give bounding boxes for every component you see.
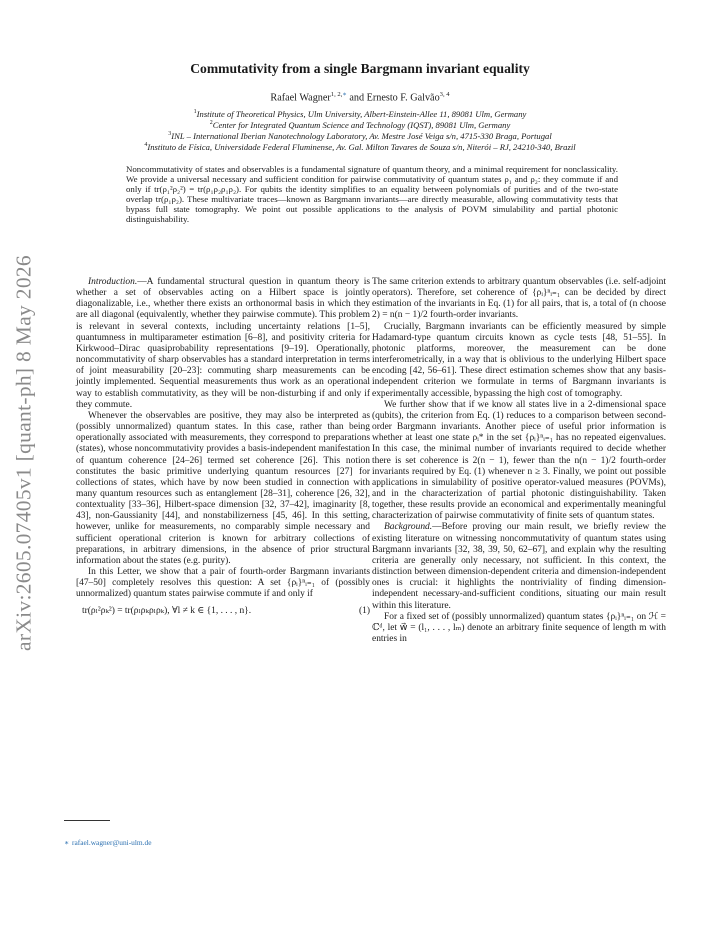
equation-1-body: tr(ρₗ²ρₖ²) = tr(ρₗρₖρₗρₖ), ∀l ≠ k ∈ {1, . . . , n}. bbox=[82, 605, 252, 616]
affiliation-4-text: Instituto de Física, Universidade Federal Fluminense, Av. Gal. Milton Tavares de Souza s/n, Niterói – RJ, 24210-340, Brazil bbox=[147, 142, 576, 152]
affiliation-3-mark: 3 bbox=[168, 131, 172, 138]
left-paragraph-2: Whenever the observables are positive, they may also be interpreted as (possibly unnormalized) quantum states. In this case, rather than being operationally associated with measurements, they correspond to preparations (states), whose noncommutativity provides a basis-independent manifestation of quantum coherence [24–26] termed set coherence [26]. This notion constitutes the basic primitive underlying quantum resources [27] for collections of states, which have by now been studied in connection with many quantum resources such as entanglement [28–31], coherence [26, 32], contextuality [33–36], Hilbert-space dimension [32, 37–42], imaginarity [8, 43], non-Gaussianity [44], and nonstabilizerness [45, 46]. In this setting, however, unlike for measurements, no comparably simple necessary and sufficient operational criterion is known for arbitrary collections of preparations, in arbitrary dimensions, in the absence of prior structural information about the states (e.g. purity). bbox=[76, 410, 370, 566]
right-paragraph-2: Crucially, Bargmann invariants can be efficiently measured by simple Hadamard-type quantum circuits known as cycle tests [48, 51–55]. In photonic platforms, moreover, the measurement can be done interferometrically, in a way that is oblivious to the underlying Hilbert space encoding [42, 56–61]. These direct estimation schemes show that any basis-independent criterion we formulate in terms of Bargmann invariants is experimentally accessible, bypassing the high cost of tomography. bbox=[372, 321, 666, 399]
arxiv-identifier: arXiv:2605.07405v1 [quant-ph] 8 May 2026 bbox=[11, 255, 36, 651]
affiliation-4-mark: 4 bbox=[144, 142, 148, 149]
author-1-corresponding-mark[interactable]: ∗ bbox=[342, 91, 347, 98]
intro-paragraph bbox=[76, 277, 370, 411]
affiliation-2 bbox=[0, 120, 720, 130]
affiliation-2-text: Center for Integrated Quantum Science and Technology (IQST), 89081 Ulm, Germany bbox=[212, 120, 511, 130]
corresponding-email-link[interactable]: rafael.wagner@uni-ulm.de bbox=[72, 838, 152, 847]
author-2-affil-marks: 3, 4 bbox=[439, 91, 450, 98]
left-paragraph-3: In this Letter, we show that a pair of fourth-order Bargmann invariants [47–50] completely resolves this question: A set {ρᵢ}ⁿᵢ₌₁ of (possibly unnormalized) quantum states pairwise commute if and only if bbox=[76, 567, 370, 600]
right-paragraph-5: For a fixed set of (possibly unnormalized) quantum states {ρᵢ}ⁿᵢ₌₁ on ℋ = ℂᵈ, let w⃗ = (l₁, . . . , lₘ) denote an arbitrary finite sequence of length m with entries in bbox=[372, 611, 666, 644]
author-1-affil-marks: 1, 2, bbox=[330, 91, 343, 98]
author-1-name: Rafael Wagner bbox=[270, 92, 331, 104]
affiliation-1 bbox=[0, 109, 720, 119]
background-paragraph bbox=[372, 522, 666, 611]
footnote-rule bbox=[64, 820, 110, 821]
paper-title: Commutativity from a single Bargmann invariant equality bbox=[190, 61, 530, 76]
affiliation-4 bbox=[0, 142, 720, 152]
right-paragraph-1: The same criterion extends to arbitrary quantum observables (i.e. self-adjoint operators). Therefore, set coherence of {ρᵢ}ⁿᵢ₌₁ can be decided by direct estimation of the invariants in Eq. (1) for all pairs, that is, a total of (n choose 2) = n(n − 1)/2 fourth-order invariants. bbox=[372, 277, 666, 321]
affiliation-1-text: Institute of Theoretical Physics, Ulm University, Albert-Einstein-Allee 11, 89081 Ulm, Germany bbox=[196, 109, 527, 119]
section-heading-background: Background. bbox=[384, 522, 433, 533]
equation-1-number[interactable]: (1) bbox=[358, 605, 370, 616]
intro-paragraph-text: —A fundamental structural question in quantum theory is whether a set of observables acting on a Hilbert space is jointly diagonalizable, i.e., whether there exists an orthonormal basis in which they are all diagonal (equivalently, whether they pairwise commute). This problem is relevant in several contexts, including uncertainty relations [1–5], quantumness in multiparameter estimation [6–8], and positivity criteria for Kirkwood–Dirac quasiprobability representations [9–19]. Operationally, noncommutativity of sharp observables has a standard interpretation in terms of joint measurability [20–23]: commuting sharp measurements can be jointly implemented. Sequential measurements thus work as an operational way to establish commutativity, as they will be non-disturbing if and only if they commute. bbox=[76, 277, 370, 410]
background-paragraph-text: —Before proving our main result, we briefly review the existing literature on witnessing noncommutativity of quantum states using Bargmann invariants [32, 38, 39, 50, 62–67], and explain why the resulting criteria are generally only necessary, not sufficient. In this context, the distinction between dimension-dependent criteria and dimension-independent ones is crucial: it highlights the nontriviality of finding dimension-independent necessary-and-sufficient conditions, situating our main result within this literature. bbox=[372, 522, 666, 611]
author-conjunction: and bbox=[349, 92, 365, 104]
affiliation-1-mark: 1 bbox=[193, 109, 197, 116]
affiliation-3 bbox=[0, 131, 720, 141]
affiliation-3-text: INL – International Iberian Nanotechnology Laboratory, Av. Mestre José Veiga s/n, 4715-330 Braga, Portugal bbox=[171, 131, 552, 141]
author-2-name: Ernesto F. Galvão bbox=[366, 92, 440, 104]
arxiv-side-stamp bbox=[4, 248, 44, 658]
author-line bbox=[0, 90, 720, 103]
affiliation-2-mark: 2 bbox=[209, 120, 213, 127]
footnote-mark: ∗ bbox=[64, 838, 70, 847]
section-heading-introduction: Introduction. bbox=[88, 277, 138, 287]
right-paragraph-3: We further show that if we know all states live in a 2-dimensional space (qubits), the criterion from Eq. (1) reduces to a comparison between second-order Bargmann invariants. Another piece of useful prior information is whether at least one state ρᵢ* in the set {ρᵢ}ⁿᵢ₌₁ has no repeated eigenvalues. In this case, the minimal number of invariants required to decide whether there is set coherence is 2(n − 1), fewer than the n(n − 1)/2 fourth-order invariants required by Eq. (1) whenever n ≥ 3. Finally, we point out possible applications in simulability of positive operator-valued measures (POVMs), and in the characterization of partial photonic distinguishability. Taken together, these results provide an economical and experimentally meaningful characterization of pairwise commutativity of finite sets of quantum states. bbox=[372, 399, 666, 522]
equation-1 bbox=[76, 606, 370, 617]
abstract: Noncommutativity of states and observables is a fundamental signature of quantum theory, and a minimal requirement for nonclassicality. We provide a universal necessary and sufficient condition for pairwise commutativity of quantum states ρ₁ and ρ₂: they commute if and only if tr(ρ₁²ρ₂²) = tr(ρ₁ρ₂ρ₁ρ₂). For qubits the identity simplifies to an equality between polynomials of purities and of the two-state overlap tr(ρ₁ρ₂). These multivariate traces—known as Bargmann invariants—are directly measurable, allowing commutativity tests that bypass full state tomography. We point out possible applications to the analysis of POVM simulability and partial photonic distinguishability. bbox=[126, 164, 618, 225]
left-column bbox=[76, 277, 370, 622]
footnote bbox=[64, 838, 151, 847]
right-column bbox=[372, 277, 666, 645]
